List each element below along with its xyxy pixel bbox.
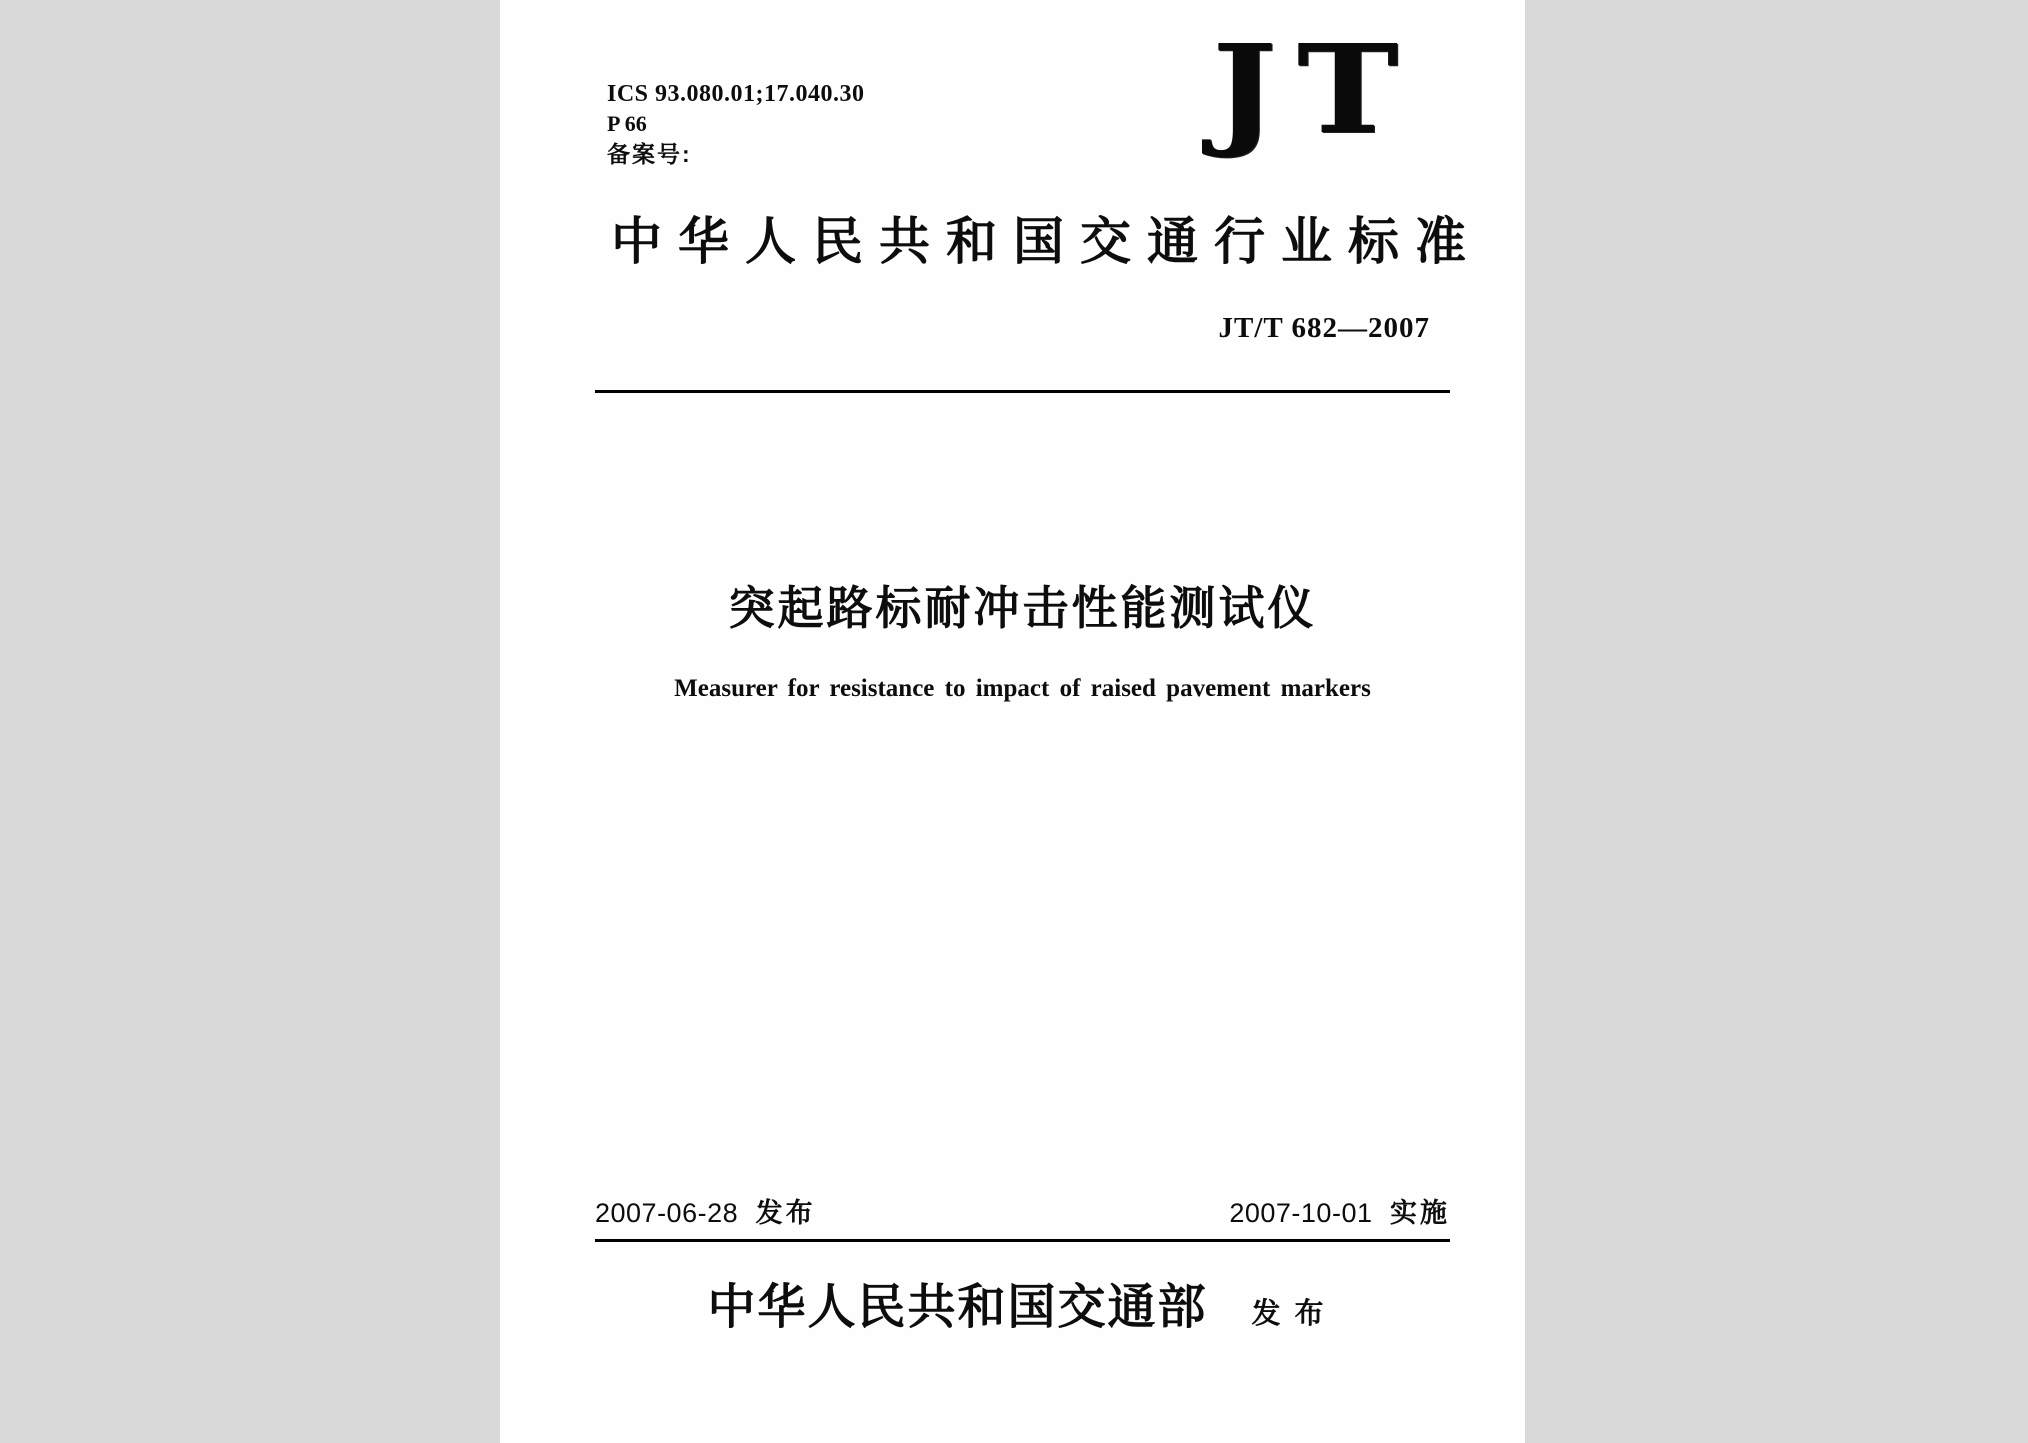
implementation-date: 2007-10-01 xyxy=(1229,1198,1373,1228)
jt-logo: JT xyxy=(1212,17,1419,161)
standard-cover-page xyxy=(500,0,1525,1443)
footer-divider-line xyxy=(595,1239,1450,1242)
standard-series-title: 中华人民共和国交通行业标准 xyxy=(611,215,1483,271)
publisher-issue-label: 发布 xyxy=(1251,1298,1338,1330)
filing-number-label: 备案号: xyxy=(607,141,692,168)
publisher-row xyxy=(595,1281,1450,1334)
document-title-english: Measurer for resistance to impact of raised pavement markers xyxy=(674,675,1371,702)
implementation-label: 实施 xyxy=(1390,1198,1450,1228)
ics-code: ICS 93.080.01;17.040.30 xyxy=(607,81,865,107)
issue-label: 发布 xyxy=(755,1198,816,1228)
classification-codes-block xyxy=(607,80,865,168)
date-row xyxy=(595,1200,1450,1227)
china-class-code: P 66 xyxy=(607,111,647,137)
implementation-date-cell xyxy=(1229,1200,1450,1227)
header-divider-line xyxy=(595,390,1450,393)
publisher-name: 中华人民共和国交通部 xyxy=(707,1281,1208,1334)
issue-date: 2007-06-28 xyxy=(595,1198,739,1228)
document-title-chinese: 突起路标耐冲击性能测试仪 xyxy=(728,582,1317,634)
standard-number: JT/T 682—2007 xyxy=(1218,312,1430,344)
issue-date-cell xyxy=(595,1200,816,1227)
